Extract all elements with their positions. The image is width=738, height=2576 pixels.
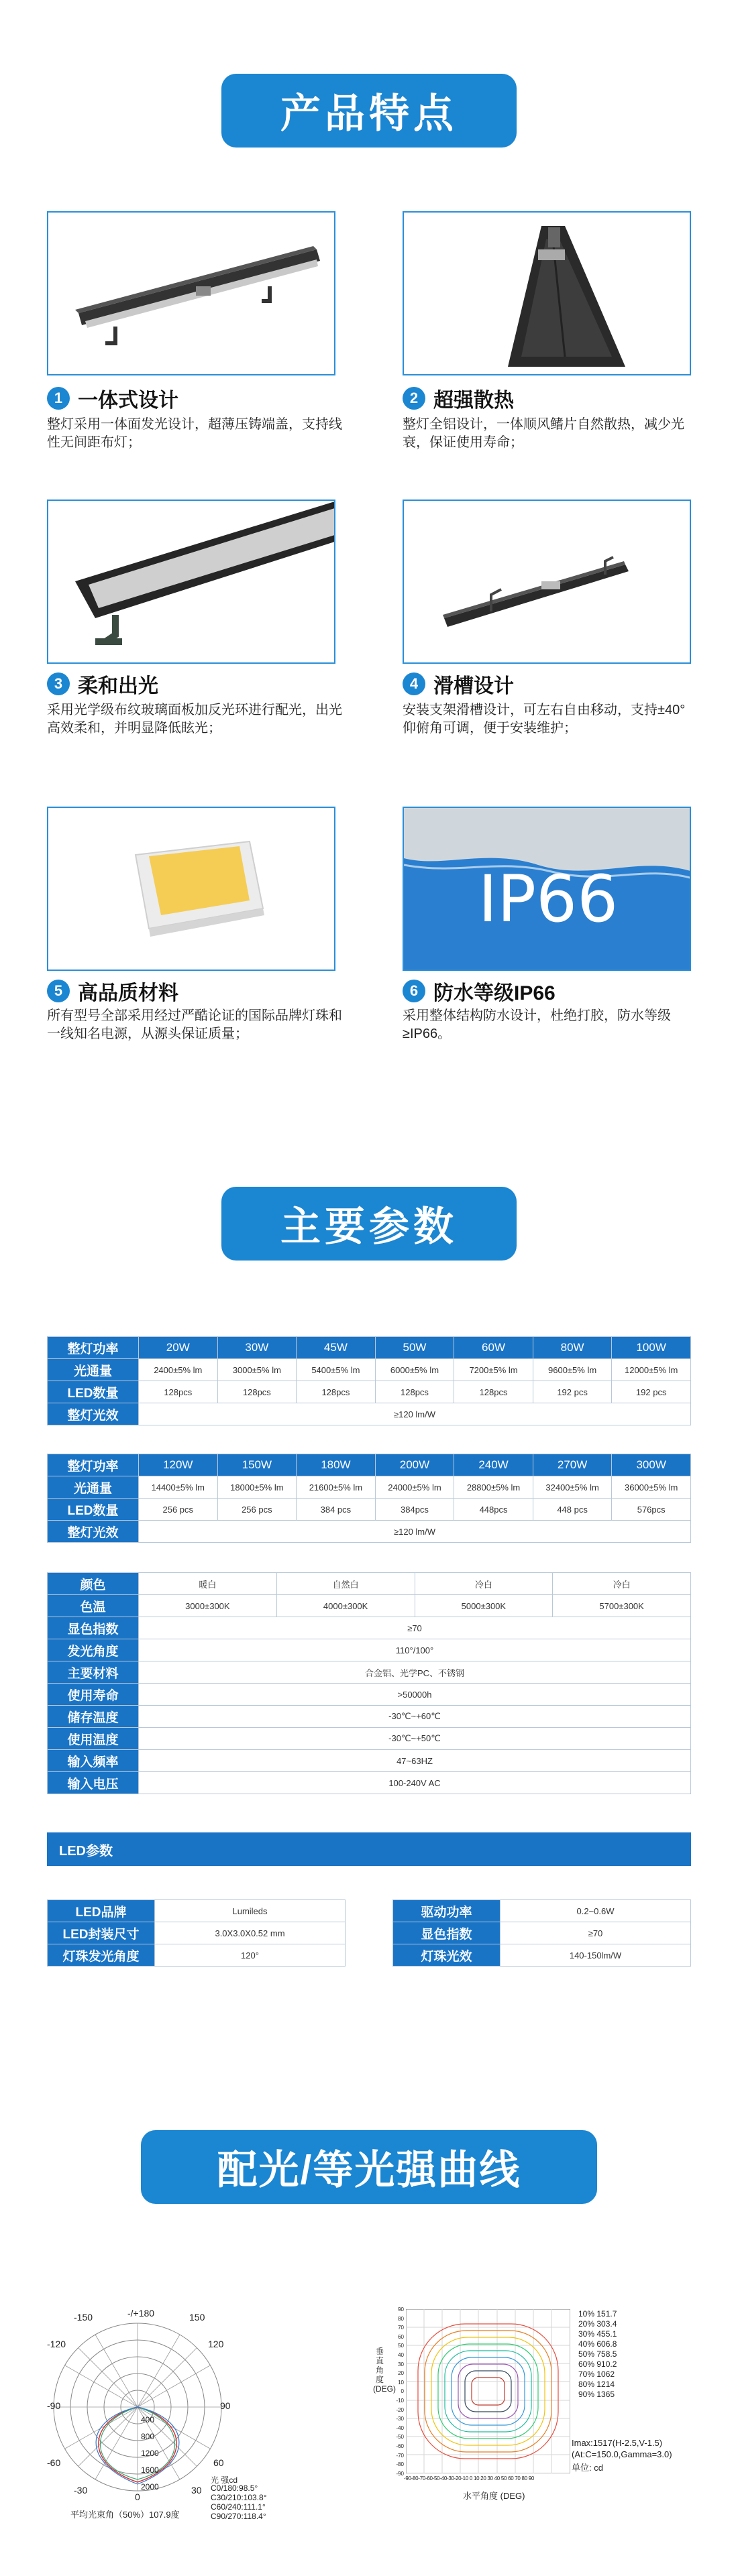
table-row: 使用温度 -30℃~+50℃: [48, 1728, 691, 1750]
feature-desc-2: 整灯全铝设计，一体顺风鳍片自然散热，减少光衰，保证使用寿命；: [403, 417, 684, 450]
iso-y-tick: 30: [398, 2361, 404, 2367]
polar-chart: -150 -/+180 150 -120 -90 -60 -30 120 90 60 30 0 400 800 1200 1600 2000 光 强cd C0/180:98.5° C30/210:103.8° C60/240:111.1° C90/270:118.4° 平均光束角（50%）107.9度: [47, 2306, 329, 2521]
led-params-left-table: [47, 1899, 346, 1967]
table-row: LED数量 256 pcs 256 pcs 384 pcs 384pcs 448pcs 448 pcs 576pcs: [48, 1499, 691, 1521]
table-row: 主要材料 合金铝、光学PC、不锈钢: [48, 1661, 691, 1684]
table-row: 输入电压 100-240V AC: [48, 1772, 691, 1794]
table-row: 发光角度 110°/100°: [48, 1639, 691, 1661]
iso-y-tick: -50: [396, 2434, 404, 2441]
curve-title: 配光/等光强曲线: [217, 2148, 521, 2192]
iso-y-tick: 80: [398, 2315, 404, 2322]
iso-y-tick: -20: [396, 2406, 404, 2413]
feature-image-3: [47, 500, 335, 664]
spec-table-1: [47, 1336, 691, 1425]
table-row: LED数量 128pcs 128pcs 128pcs 128pcs 128pcs 192 pcs 192 pcs: [48, 1381, 691, 1403]
led-params-title: LED参数: [59, 1843, 113, 1859]
glass-panel-illustration: [48, 501, 335, 664]
iso-y-tick: 20: [398, 2370, 404, 2377]
feature-title-3: 3 柔和出光: [47, 669, 158, 699]
table-row: 灯珠发光角度 120°: [48, 1944, 346, 1967]
iso-y-tick: 70: [398, 2325, 404, 2331]
led-params-right-table: [392, 1899, 691, 1967]
iso-xlabel: 水平角度 (DEG): [463, 2491, 525, 2501]
feature-number-2: 2: [403, 387, 425, 410]
ip66-badge: IP66: [478, 862, 619, 937]
feature-title-1: 1 一体式设计: [47, 384, 178, 413]
led-chip-illustration: [48, 808, 335, 971]
feature-desc-4: 安装支架滑槽设计，可左右自由移动，支持±40°仰俯角可调，便于安装维护；: [403, 703, 686, 736]
feature-image-1: [47, 211, 335, 375]
table-row: LED封装尺寸 3.0X3.0X0.52 mm: [48, 1922, 346, 1944]
feature-desc-5: 所有型号全部采用经过严酷论证的国际品牌灯珠和一线知名电源，从源头保证质量；: [47, 1008, 342, 1041]
iso-y-tick: -80: [396, 2461, 404, 2468]
table-row: 整灯功率 20W 30W 45W 50W 60W 80W 100W: [48, 1337, 691, 1359]
feature-image-5: [47, 807, 335, 971]
feature-title-5: 5 高品质材料: [47, 976, 178, 1006]
iso-grid: [406, 2309, 570, 2473]
iso-y-tick: 50: [398, 2343, 404, 2349]
table-row: 色温 3000±300K 4000±300K 5000±300K 5700±300K: [48, 1595, 691, 1617]
params-title: 主要参数: [280, 1204, 458, 1249]
polar-caption: 平均光束角（50%）107.9度: [70, 2510, 180, 2520]
feature-image-4: [403, 500, 691, 664]
table-row: 储存温度 -30℃~+60℃: [48, 1706, 691, 1728]
table-row: 输入频率 47~63HZ: [48, 1750, 691, 1772]
feature-title-6: 6 防水等级IP66: [403, 976, 556, 1006]
feature-number-1: 1: [47, 387, 70, 410]
slide-bracket-illustration: [404, 501, 691, 664]
table-row: 显色指数 ≥70: [393, 1922, 691, 1944]
curve-banner: [141, 2130, 597, 2204]
iso-y-tick: -60: [396, 2443, 404, 2449]
led-params-bar: [47, 1832, 691, 1866]
table-row: LED品牌 Lumileds: [48, 1900, 346, 1922]
iso-chart: 垂直角度 (DEG) 90 80 70 60 50 40 30 20 10 0 -10 -20 -30 -40 -50 -60 -70 -80 -90 -90-80-70-60-50-40-30-20-10 0 10 20 30 40 50 60 70 80 90 水平角度 (DEG) 10% 151.7 20% 303.4 30% 455.1 40% 606.8 50% 758.5 60% 910.2 70% 1062 80% 1214 90% 1365 Imax:1517(H-2.5,V-1.5) (At:C=150.0,Gamma=3.0) 单位: cd: [373, 2306, 672, 2501]
iso-y-tick: 40: [398, 2352, 404, 2358]
iso-ylabel: 垂直角度 (DEG): [373, 2347, 396, 2394]
feature-desc-1: 整灯采用一体面发光设计，超薄压铸端盖，支持线性无间距布灯；: [47, 417, 342, 450]
iso-y-tick: -90: [396, 2470, 404, 2477]
feature-desc-3: 采用光学级布纹玻璃面板加反光环进行配光，出光高效柔和，并明显降低眩光；: [47, 703, 342, 736]
iso-y-tick: 90: [398, 2306, 404, 2312]
table-row: 整灯光效 ≥120 lm/W: [48, 1403, 691, 1425]
table-row: 整灯光效 ≥120 lm/W: [48, 1521, 691, 1543]
iso-y-tick: -10: [396, 2398, 404, 2404]
iso-y-tick: -40: [396, 2424, 404, 2431]
table-row: 光通量 2400±5% lm 3000±5% lm 5400±5% lm 6000±5% lm 7200±5% lm 9600±5% lm 12000±5% lm: [48, 1359, 691, 1381]
feature-image-2: [403, 211, 691, 375]
iso-x-ticks: -90-80-70-60-50-40-30-20-10 0 10 20 30 40 50 60 70 80 90: [404, 2475, 535, 2481]
iso-y-tick: 10: [398, 2379, 404, 2386]
iso-y-tick: -30: [396, 2416, 404, 2422]
iso-y-tick: -70: [396, 2452, 404, 2459]
feature-number-6: 6: [403, 980, 425, 1002]
table-row: 光通量 14400±5% lm 18000±5% lm 21600±5% lm 24000±5% lm 28800±5% lm 32400±5% lm 36000±5% lm: [48, 1476, 691, 1499]
feature-number-5: 5: [47, 980, 70, 1002]
table-row: 颜色 暖白 自然白 冷白 冷白: [48, 1573, 691, 1595]
table-row: 整灯功率 120W 150W 180W 200W 240W 270W 300W: [48, 1454, 691, 1476]
polar-grid: [47, 2306, 329, 2521]
iso-y-tick: 60: [398, 2333, 404, 2340]
feature-title-2: 2 超强散热: [403, 384, 514, 413]
table-row: 显色指数 ≥70: [48, 1617, 691, 1639]
feature-image-6: [403, 807, 691, 971]
spec-table-2: [47, 1454, 691, 1543]
feature-desc-6: 采用整体结构防水设计，杜绝打胶，防水等级≥IP66。: [403, 1008, 671, 1041]
table-row: 驱动功率 0.2~0.6W: [393, 1900, 691, 1922]
features-title: 产品特点: [280, 91, 458, 136]
features-banner: [221, 74, 517, 148]
heatsink-illustration: [404, 213, 691, 375]
feature-number-3: 3: [47, 672, 70, 695]
feature-number-4: 4: [403, 672, 425, 695]
spec-table-3: [47, 1572, 691, 1794]
linear-lamp-illustration: [48, 213, 335, 375]
params-banner: [221, 1187, 517, 1261]
feature-title-4: 4 滑槽设计: [403, 669, 514, 699]
table-row: 使用寿命 >50000h: [48, 1684, 691, 1706]
iso-y-tick: 0: [401, 2388, 404, 2395]
table-row: 灯珠光效 140-150lm/W: [393, 1944, 691, 1967]
